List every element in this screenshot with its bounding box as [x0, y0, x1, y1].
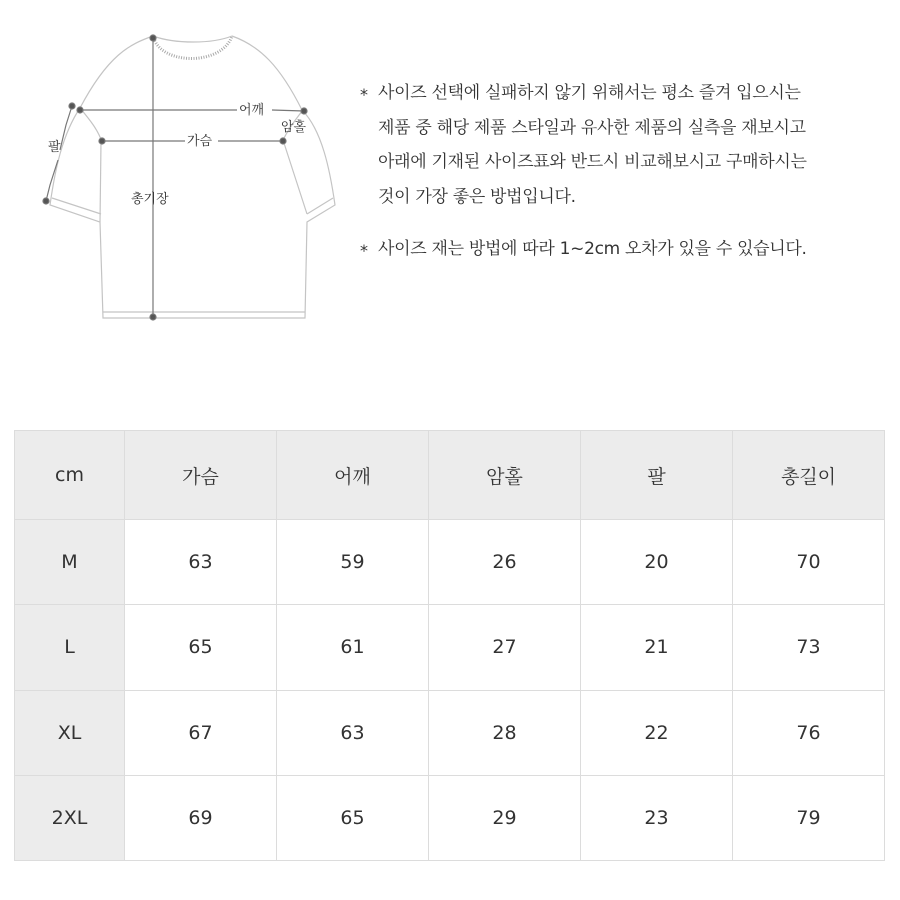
table-cell: 28 — [429, 690, 581, 775]
table-row — [15, 520, 885, 605]
table-cell: 73 — [733, 605, 885, 690]
header-shoulder: 어깨 — [277, 431, 429, 520]
note-line: 제품 중 해당 제품 스타일과 유사한 제품의 실측을 재보시고 — [378, 117, 806, 138]
header-chest: 가슴 — [125, 431, 277, 520]
table-row — [15, 775, 885, 860]
table-cell: 70 — [733, 520, 885, 605]
tshirt-outline — [50, 36, 335, 318]
size-label: M — [15, 520, 125, 605]
header-armhole: 암홀 — [429, 431, 581, 520]
table-cell: 22 — [581, 690, 733, 775]
size-guide-notes — [360, 76, 890, 267]
chest-label: 가슴 — [187, 134, 213, 149]
table-cell: 59 — [277, 520, 429, 605]
armhole-label: 암홀 — [281, 120, 307, 135]
table-cell: 20 — [581, 520, 733, 605]
size-label: 2XL — [15, 775, 125, 860]
table-cell: 26 — [429, 520, 581, 605]
sleeve-label: 팔 — [48, 140, 61, 155]
total-length-label: 총기장 — [131, 192, 169, 207]
measure-lines — [43, 35, 307, 320]
table-cell: 65 — [277, 775, 429, 860]
asterisk-icon: * — [360, 85, 368, 104]
note-item — [360, 76, 890, 214]
table-cell: 76 — [733, 690, 885, 775]
note-line: 것이 가장 좋은 방법입니다. — [378, 186, 576, 207]
header-unit: cm — [15, 431, 125, 520]
tshirt-measurement-diagram — [0, 0, 345, 340]
note-item — [360, 232, 890, 267]
table-cell: 27 — [429, 605, 581, 690]
note-line: 사이즈 재는 방법에 따라 1~2cm 오차가 있을 수 있습니다. — [378, 239, 807, 259]
table-header-row — [15, 431, 885, 520]
header-sleeve: 팔 — [581, 431, 733, 520]
table-cell: 21 — [581, 605, 733, 690]
note-line: 사이즈 선택에 실패하지 않기 위해서는 평소 즐겨 입으시는 — [378, 83, 801, 103]
table-cell: 79 — [733, 775, 885, 860]
size-label: XL — [15, 690, 125, 775]
table-row — [15, 690, 885, 775]
size-table — [14, 430, 885, 861]
note-line: 아래에 기재된 사이즈표와 반드시 비교해보시고 구매하시는 — [378, 152, 807, 172]
table-cell: 61 — [277, 605, 429, 690]
table-cell: 67 — [125, 690, 277, 775]
table-cell: 23 — [581, 775, 733, 860]
shoulder-label: 어깨 — [239, 103, 265, 118]
table-cell: 65 — [125, 605, 277, 690]
table-cell: 63 — [277, 690, 429, 775]
table-row — [15, 605, 885, 690]
asterisk-icon: * — [360, 241, 368, 260]
size-label: L — [15, 605, 125, 690]
header-total-length: 총길이 — [733, 431, 885, 520]
table-cell: 29 — [429, 775, 581, 860]
table-cell: 69 — [125, 775, 277, 860]
table-cell: 63 — [125, 520, 277, 605]
